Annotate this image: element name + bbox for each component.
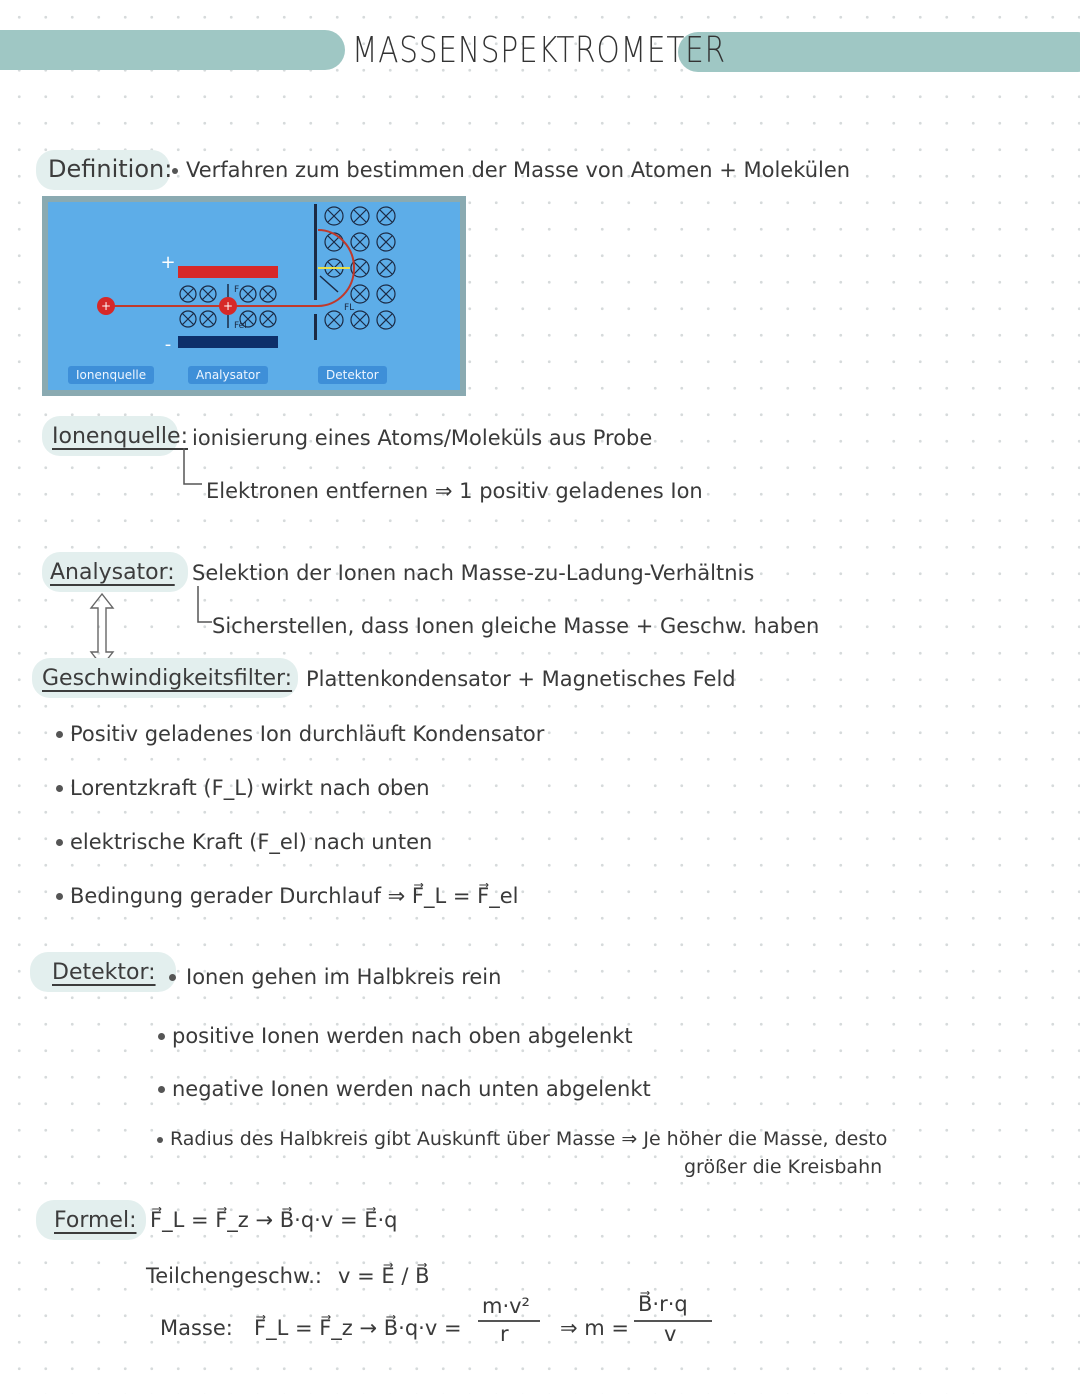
bullet-dot [56, 731, 63, 738]
plate-plus-sign: + [160, 252, 176, 273]
masse-label: Masse: [160, 1316, 233, 1340]
detektor-bullet-2: negative Ionen werden nach unten abgelenkt [172, 1077, 651, 1101]
diagram-drawing [48, 202, 460, 390]
branch-arrow [176, 446, 206, 506]
bullet-dot [56, 785, 63, 792]
formel-line1: F⃗_L = F⃗_z → B⃗·q·v = E⃗·q [150, 1208, 398, 1232]
bullet-dot [56, 893, 63, 900]
masse-fraction-denominator: r [500, 1322, 509, 1346]
page-title: MASSENSPEKTROMETER [352, 30, 726, 71]
fraction-bar [478, 1320, 540, 1322]
bullet-dot [157, 1137, 163, 1143]
filter-bullet-3: elektrische Kraft (F_el) nach unten [70, 830, 433, 854]
detektor-bullet-3: Radius des Halbkreis gibt Auskunft über Masse ⇒ Je höher die Masse, desto [170, 1128, 888, 1150]
ion-source-charge: + [100, 299, 112, 313]
bullet-dot [158, 1033, 165, 1040]
masse-equals: ⇒ m = [560, 1316, 629, 1340]
geschw-label: Teilchengeschw.: [146, 1264, 322, 1288]
diagram-label-ionenquelle: Ionenquelle [68, 366, 154, 384]
geschwindigkeitsfilter-label: Geschwindigkeitsfilter: [42, 666, 293, 691]
detector-plate-top [314, 204, 317, 300]
geschw-formula: v = E⃗ / B⃗ [338, 1264, 430, 1288]
force-label-fl: FL [344, 303, 355, 313]
diagram-label-analysator: Analysator [188, 366, 268, 384]
geschwindigkeitsfilter-text: Plattenkondensator + Magnetisches Feld [306, 667, 736, 691]
masse-formula: F⃗_L = F⃗_z → B⃗·q·v = [254, 1316, 462, 1340]
bullet-dot [172, 168, 178, 174]
detektor-continuation: größer die Kreisbahn [684, 1156, 883, 1178]
double-arrow-icon [87, 592, 117, 668]
detektor-bullet-1: positive Ionen werden nach oben abgelenkt [172, 1024, 633, 1048]
lorentz-arrow [320, 276, 338, 292]
analysator-label: Analysator: [50, 560, 175, 585]
diagram-label-detektor: Detektor [318, 366, 387, 384]
svg-text:+: + [222, 299, 234, 313]
filter-bullet-4: Bedingung gerader Durchlauf ⇒ F⃗_L = F⃗_el [70, 884, 519, 908]
ionenquelle-label: Ionenquelle: [52, 424, 188, 449]
formel-label: Formel: [54, 1208, 137, 1233]
analysator-line2: Sicherstellen, dass Ionen gleiche Masse + Geschw. haben [212, 614, 820, 638]
mass-spectrometer-diagram [42, 196, 466, 396]
capacitor-plate-positive [178, 266, 278, 278]
ionenquelle-line2: Elektronen entfernen ⇒ 1 positiv geladenes Ion [206, 479, 703, 503]
masse-fraction2-denominator: v [664, 1322, 677, 1346]
bullet-dot [158, 1086, 165, 1093]
filter-bullet-1: Positiv geladenes Ion durchläuft Kondensator [70, 722, 545, 746]
masse-fraction2-numerator: B⃗·r·q [638, 1292, 688, 1316]
plate-minus-sign: - [164, 334, 172, 355]
filter-bullet-2: Lorentzkraft (F_L) wirkt nach oben [70, 776, 430, 800]
detektor-text: Ionen gehen im Halbkreis rein [186, 965, 502, 989]
definition-label: Definition: [48, 155, 173, 183]
bullet-dot [169, 974, 176, 981]
header-band-right [678, 32, 1080, 72]
detector-plate-bottom [314, 314, 317, 340]
detektor-label: Detektor: [52, 960, 156, 985]
analysator-line1: Selektion der Ionen nach Masse-zu-Ladung-Verhältnis [192, 561, 755, 585]
definition-text: Verfahren zum bestimmen der Masse von Atomen + Molekülen [186, 158, 851, 182]
force-label-f: F [234, 285, 240, 295]
force-label-fel: Fel [234, 321, 247, 331]
ionenquelle-line1: ionisierung eines Atoms/Moleküls aus Probe [192, 426, 653, 450]
header-band-left [0, 30, 345, 70]
masse-fraction-numerator: m·v² [482, 1294, 530, 1318]
capacitor-plate-negative [178, 336, 278, 348]
bullet-dot [56, 839, 63, 846]
